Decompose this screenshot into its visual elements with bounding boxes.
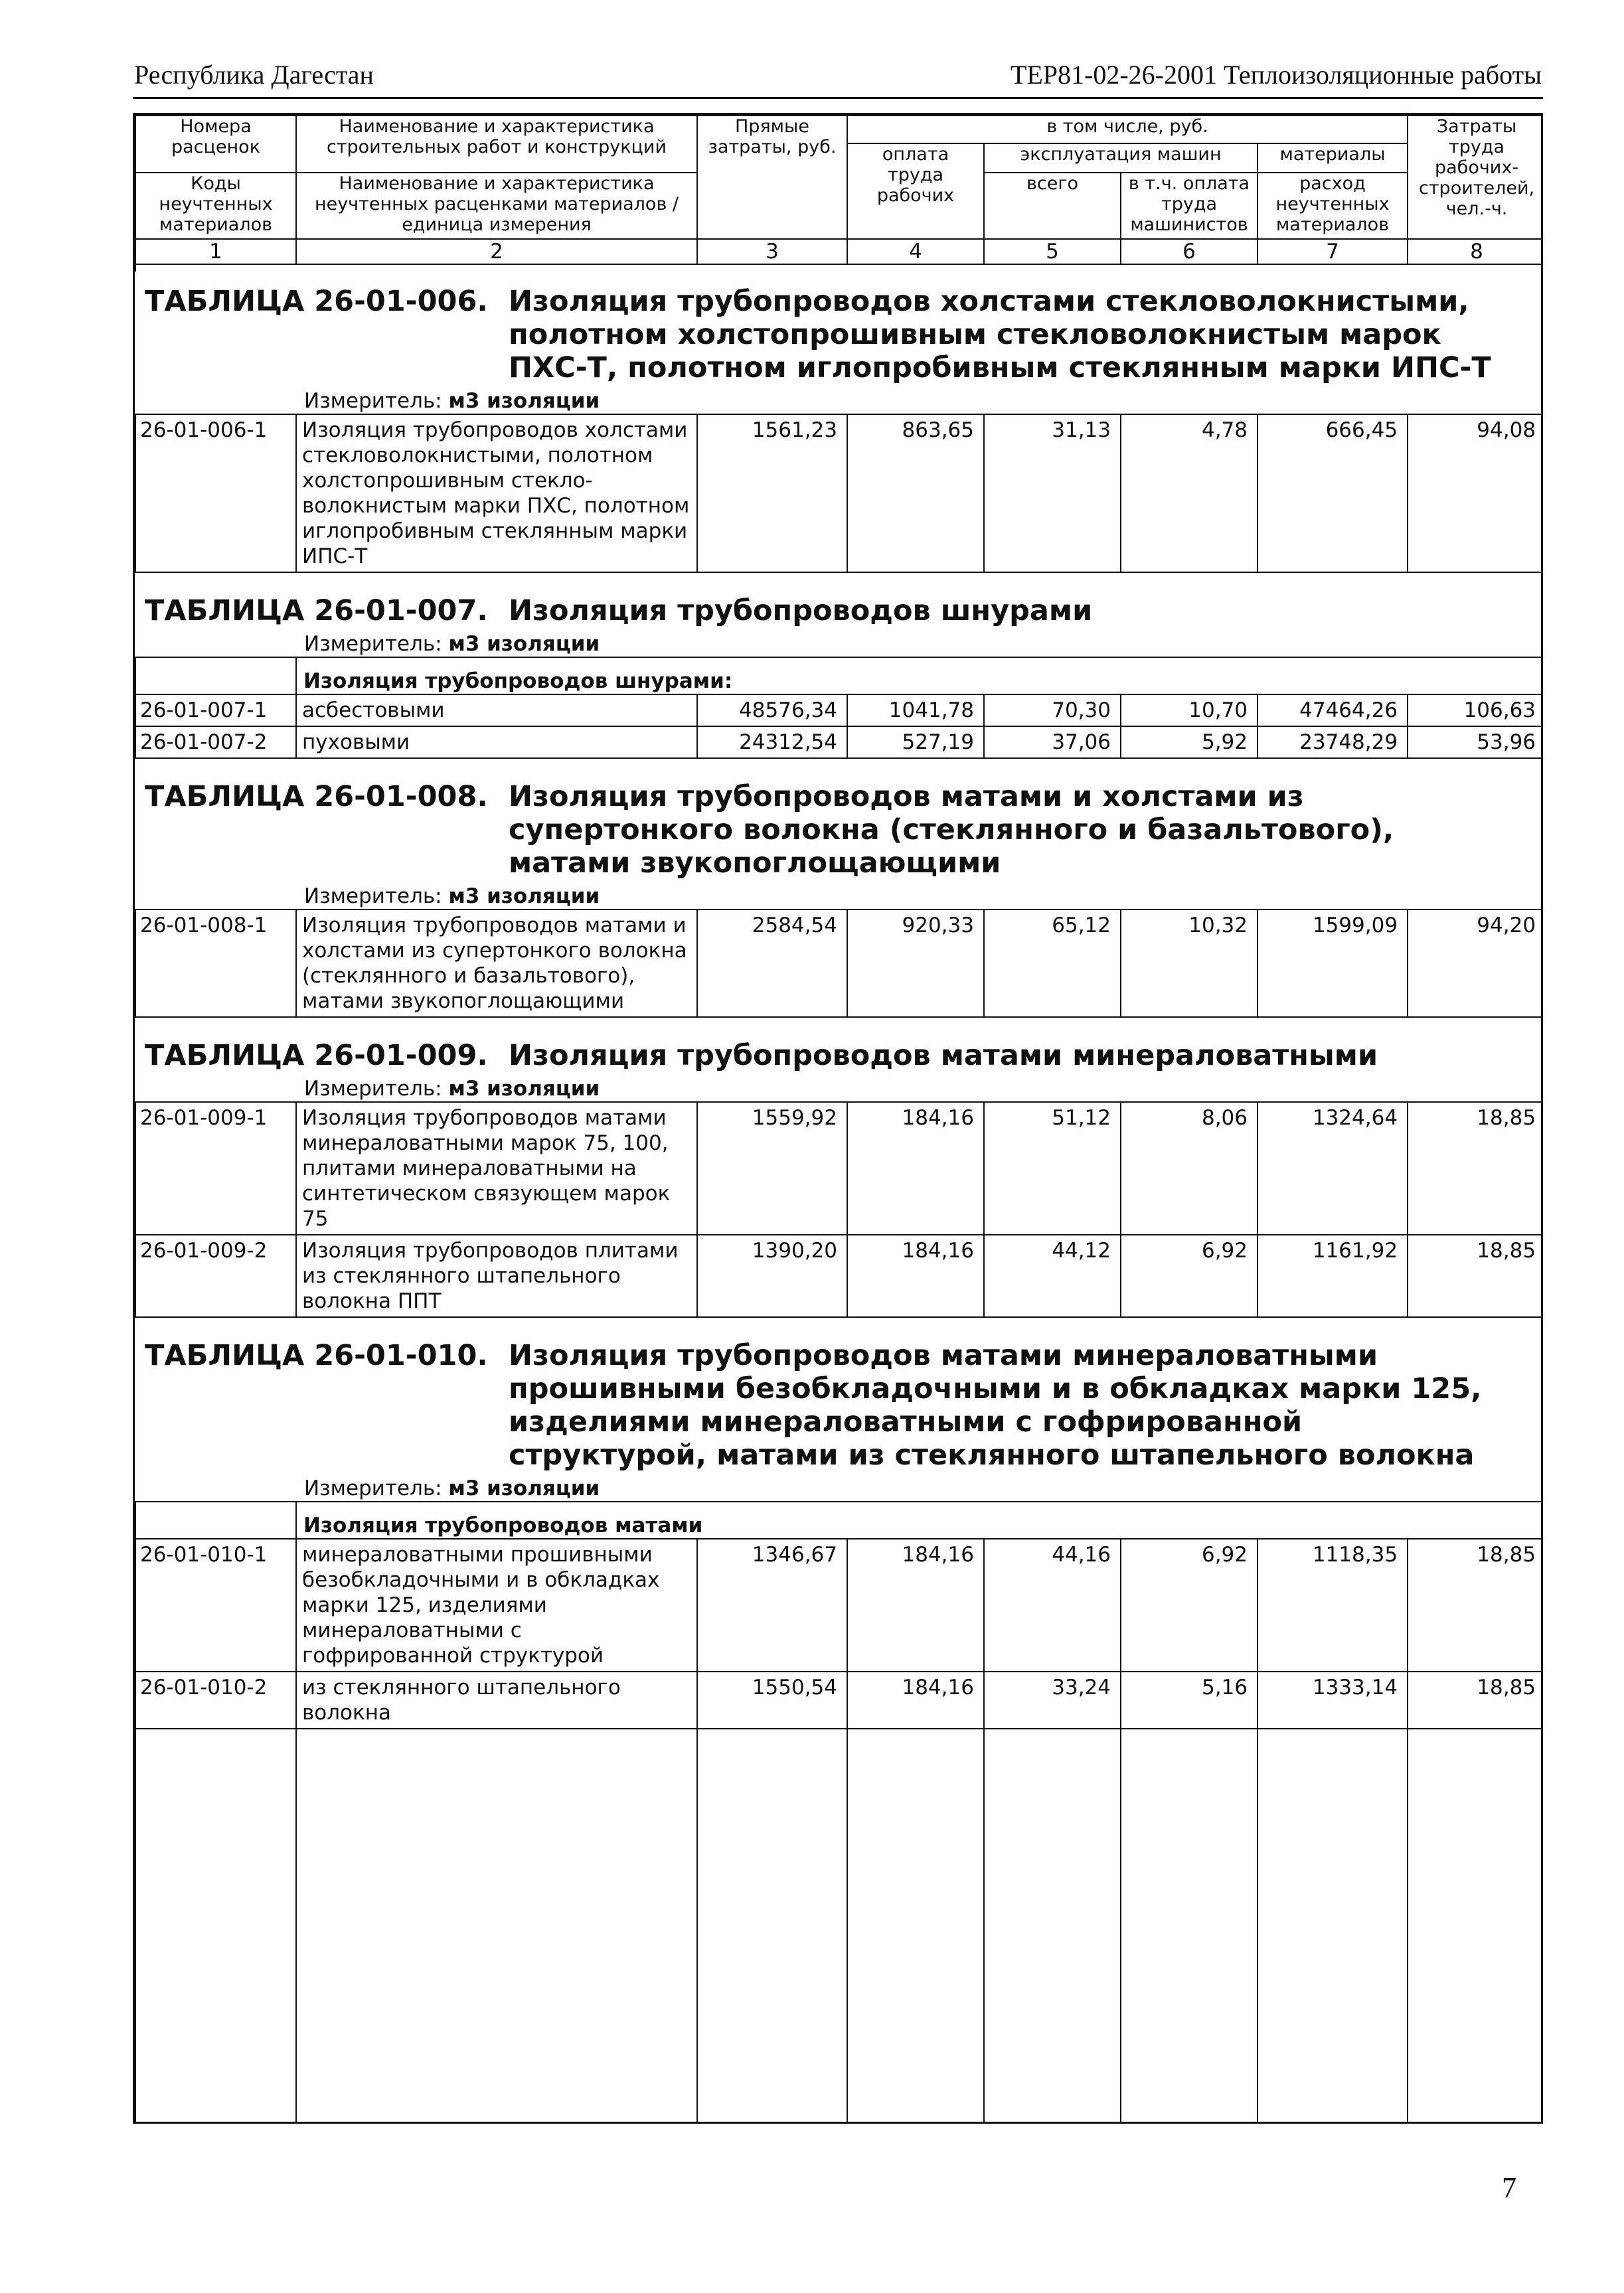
rate-code: 26-01-009-1 xyxy=(135,1102,296,1235)
machines-total: 51,12 xyxy=(984,1102,1121,1235)
section-title: Изоляция трубопроводов холстами стекловолокнистыми, полотном холстопрошивным стекловолокнистым марок ПХС-Т, полотном иглопробивным стеклянным марки ИПС-Т xyxy=(509,285,1491,384)
machines-total: 65,12 xyxy=(984,909,1121,1017)
col-header-name: Наименование и характеристика строительных работ и конструкций xyxy=(296,116,697,173)
table-row xyxy=(135,414,1543,572)
wages: 863,65 xyxy=(847,414,984,572)
section-title: Изоляция трубопроводов матами минераловатными прошивными безобкладочными и в обкладках марки 125, изделиями минераловатными с гофрированной структурой, матами из стеклянного штапельного волокна xyxy=(509,1339,1482,1472)
section-title: Изоляция трубопроводов матами минераловатными xyxy=(509,1039,1378,1072)
measure-unit: м3 изоляции xyxy=(448,632,600,656)
rate-description: Изоляция трубопроводов плитами из стеклянного штапельного волокна ППТ xyxy=(296,1235,697,1317)
wages: 527,19 xyxy=(847,726,984,758)
rate-code: 26-01-007-1 xyxy=(135,694,296,726)
price-table xyxy=(133,113,1543,2124)
measure-unit: м3 изоляции xyxy=(448,1476,600,1500)
machines-total: 44,12 xyxy=(984,1235,1121,1317)
rate-code: 26-01-010-2 xyxy=(135,1672,296,1729)
wages: 184,16 xyxy=(847,1539,984,1672)
section-title: Изоляция трубопроводов шнурами xyxy=(509,594,1093,627)
col-number: 1 xyxy=(135,239,296,264)
subheading-row xyxy=(135,657,1543,694)
measure-row xyxy=(135,631,1543,657)
measure-label: Измеритель: xyxy=(304,389,442,413)
direct-costs: 1559,92 xyxy=(697,1102,847,1235)
col-header-direct-costs: Прямые затраты, руб. xyxy=(697,116,847,239)
region-name: Республика Дагестан xyxy=(134,60,374,90)
direct-costs: 1346,67 xyxy=(697,1539,847,1672)
direct-costs: 2584,54 xyxy=(697,909,847,1017)
section-title: Изоляция трубопроводов матами и холстами из супертонкого волокна (стеклянного и базальтового), матами звукопоглощающими xyxy=(509,780,1394,880)
table-row xyxy=(135,1672,1543,1729)
materials-cost: 47464,26 xyxy=(1258,694,1408,726)
rate-code: 26-01-006-1 xyxy=(135,414,296,572)
wages: 1041,78 xyxy=(847,694,984,726)
materials-cost: 1599,09 xyxy=(1258,909,1408,1017)
measure-label: Измеритель: xyxy=(304,884,442,908)
direct-costs: 1390,20 xyxy=(697,1235,847,1317)
section-label: ТАБЛИЦА 26-01-009. xyxy=(145,1039,488,1072)
materials-cost: 1118,35 xyxy=(1258,1539,1408,1672)
operator-wages: 6,92 xyxy=(1121,1539,1258,1672)
measure-label: Измеритель: xyxy=(304,632,442,656)
subheading: Изоляция трубопроводов матами xyxy=(296,1502,1543,1539)
rate-description: Изоляция трубопроводов матами минераловатными марок 75, 100, плитами минераловатными на синтетическом связующем марок 75 xyxy=(296,1102,697,1235)
section-title-row xyxy=(135,1017,1543,1076)
materials-cost: 23748,29 xyxy=(1258,726,1408,758)
col-header-codes: Номера расценок xyxy=(135,116,296,173)
section-label: ТАБЛИЦА 26-01-010. xyxy=(145,1339,488,1372)
page-number: 7 xyxy=(1502,2172,1516,2204)
machines-total: 31,13 xyxy=(984,414,1121,572)
rates-table xyxy=(135,115,1543,2124)
col-number: 2 xyxy=(296,239,697,264)
col-header-labor: Затраты труда рабочих-строителей, чел.-ч. xyxy=(1408,116,1543,239)
operator-wages: 10,32 xyxy=(1121,909,1258,1017)
col-header-including: в том числе, руб. xyxy=(847,116,1408,143)
section-label: ТАБЛИЦА 26-01-008. xyxy=(145,780,488,813)
col-number: 8 xyxy=(1408,239,1543,264)
rate-description: из стеклянного штапельного волокна xyxy=(296,1672,697,1729)
table-row xyxy=(135,726,1543,758)
rate-description: минераловатными прошивными безобкладочными и в обкладках марки 125, изделиями минераловатными с гофрированной структурой xyxy=(296,1539,697,1672)
section-label: ТАБЛИЦА 26-01-007. xyxy=(145,594,488,627)
table-row xyxy=(135,1102,1543,1235)
measure-unit: м3 изоляции xyxy=(448,389,600,413)
section-title-row xyxy=(135,572,1543,631)
rate-description: Изоляция трубопроводов матами и холстами из супертонкого волокна (стеклянного и базальтового), матами звукопоглощающими xyxy=(296,909,697,1017)
rate-code: 26-01-010-1 xyxy=(135,1539,296,1672)
wages: 920,33 xyxy=(847,909,984,1017)
measure-label: Измеритель: xyxy=(304,1476,442,1500)
direct-costs: 1550,54 xyxy=(697,1672,847,1729)
labor-hours: 18,85 xyxy=(1408,1539,1543,1672)
direct-costs: 1561,23 xyxy=(697,414,847,572)
operator-wages: 8,06 xyxy=(1121,1102,1258,1235)
operator-wages: 10,70 xyxy=(1121,694,1258,726)
labor-hours: 18,85 xyxy=(1408,1102,1543,1235)
direct-costs: 24312,54 xyxy=(697,726,847,758)
section-label: ТАБЛИЦА 26-01-006. xyxy=(145,285,488,318)
col-header-materials: материалы xyxy=(1258,143,1408,173)
wages: 184,16 xyxy=(847,1102,984,1235)
direct-costs: 48576,34 xyxy=(697,694,847,726)
machines-total: 37,06 xyxy=(984,726,1121,758)
materials-cost: 1333,14 xyxy=(1258,1672,1408,1729)
page-header xyxy=(133,56,1543,99)
measure-row xyxy=(135,1476,1543,1502)
rate-description: асбестовыми xyxy=(296,694,697,726)
measure-row xyxy=(135,1076,1543,1102)
subheading-row xyxy=(135,1502,1543,1539)
materials-cost: 1161,92 xyxy=(1258,1235,1408,1317)
col-header-materials-usage: расход неучтенных материалов xyxy=(1258,173,1408,239)
measure-row xyxy=(135,884,1543,909)
col-header-unaccounted-codes: Коды неучтенных материалов xyxy=(135,173,296,239)
labor-hours: 94,08 xyxy=(1408,414,1543,572)
materials-cost: 666,45 xyxy=(1258,414,1408,572)
col-header-wages: оплата труда рабочих xyxy=(847,143,984,239)
col-header-machines: эксплуатация машин xyxy=(984,143,1258,173)
machines-total: 44,16 xyxy=(984,1539,1121,1672)
measure-unit: м3 изоляции xyxy=(448,884,600,908)
col-header-unaccounted-materials: Наименование и характеристика неучтенных расценками материалов / единица измерения xyxy=(296,173,697,239)
measure-unit: м3 изоляции xyxy=(448,1077,600,1101)
rate-code: 26-01-009-2 xyxy=(135,1235,296,1317)
col-number: 7 xyxy=(1258,239,1408,264)
col-header-operator-wages: в т.ч. оплата труда машинистов xyxy=(1121,173,1258,239)
wages: 184,16 xyxy=(847,1672,984,1729)
table-row xyxy=(135,1539,1543,1672)
section-title-row xyxy=(135,1317,1543,1476)
empty-row xyxy=(135,1729,1543,2124)
machines-total: 70,30 xyxy=(984,694,1121,726)
labor-hours: 18,85 xyxy=(1408,1672,1543,1729)
col-number: 3 xyxy=(697,239,847,264)
section-title-row xyxy=(135,758,1543,884)
operator-wages: 5,92 xyxy=(1121,726,1258,758)
labor-hours: 53,96 xyxy=(1408,726,1543,758)
col-number: 6 xyxy=(1121,239,1258,264)
col-header-machines-total: всего xyxy=(984,173,1121,239)
table-row xyxy=(135,909,1543,1017)
operator-wages: 4,78 xyxy=(1121,414,1258,572)
measure-row xyxy=(135,388,1543,414)
rate-description: Изоляция трубопроводов холстами стекловолокнистыми, полотном холстопрошивным стекло- волокнистым марки ПХС, полотном иглопробивным стеклянным марки ИПС-Т xyxy=(296,414,697,572)
col-number: 4 xyxy=(847,239,984,264)
document-title: ТЕР81-02-26-2001 Теплоизоляционные работы xyxy=(1010,60,1542,90)
labor-hours: 106,63 xyxy=(1408,694,1543,726)
measure-label: Измеритель: xyxy=(304,1077,442,1101)
wages: 184,16 xyxy=(847,1235,984,1317)
labor-hours: 18,85 xyxy=(1408,1235,1543,1317)
materials-cost: 1324,64 xyxy=(1258,1102,1408,1235)
table-row xyxy=(135,694,1543,726)
operator-wages: 6,92 xyxy=(1121,1235,1258,1317)
labor-hours: 94,20 xyxy=(1408,909,1543,1017)
operator-wages: 5,16 xyxy=(1121,1672,1258,1729)
rate-code: 26-01-007-2 xyxy=(135,726,296,758)
rate-code: 26-01-008-1 xyxy=(135,909,296,1017)
machines-total: 33,24 xyxy=(984,1672,1121,1729)
subheading: Изоляция трубопроводов шнурами: xyxy=(296,657,1543,694)
rate-description: пуховыми xyxy=(296,726,697,758)
section-title-row xyxy=(135,272,1543,388)
col-number: 5 xyxy=(984,239,1121,264)
table-row xyxy=(135,1235,1543,1317)
